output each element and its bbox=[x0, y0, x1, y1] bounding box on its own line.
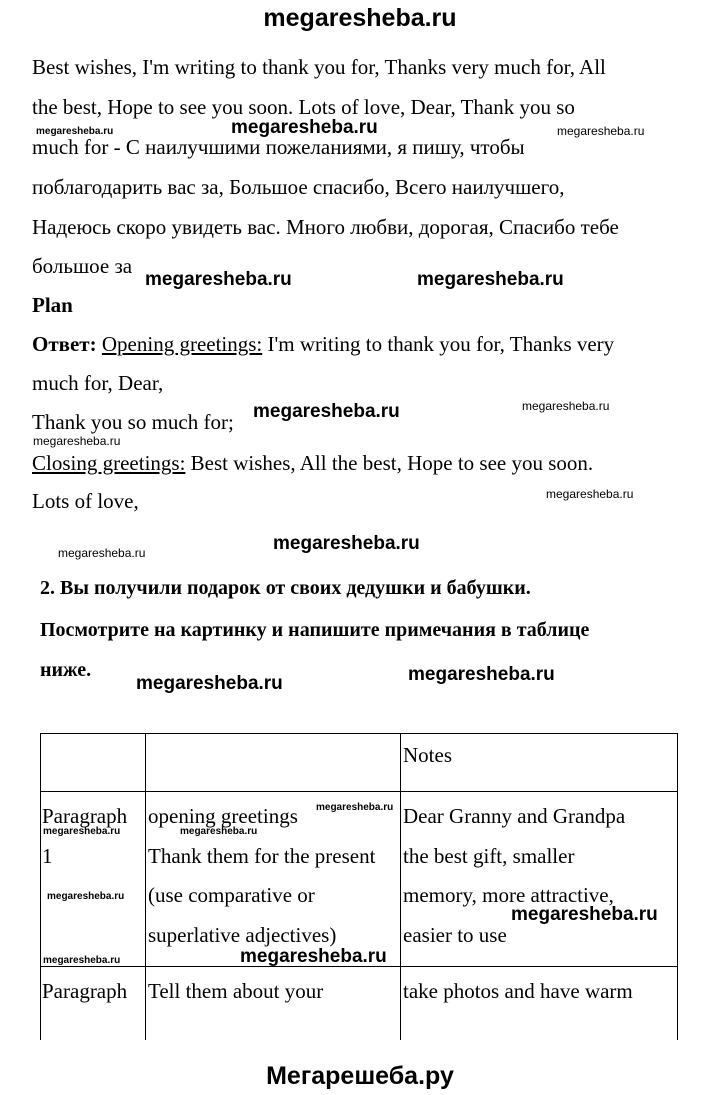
row1-col1-line1: Paragraph bbox=[42, 804, 128, 828]
answer-line-4: поблагодарить вас за, Большое спасибо, Всего наилучшего, bbox=[32, 175, 565, 199]
answer-line-5: Надеюсь скоро увидеть вас. Много любви, дорогая, Спасибо тебе bbox=[32, 215, 619, 239]
table-col-divider bbox=[145, 733, 146, 1040]
plan-heading: Plan bbox=[32, 293, 73, 317]
table-border-right bbox=[677, 733, 678, 1040]
row1-col3-line1: Dear Granny and Grandpa bbox=[403, 804, 626, 828]
closing-greetings-text: Best wishes, All the best, Hope to see you soon. bbox=[185, 451, 594, 475]
watermark: megaresheba.ru bbox=[145, 269, 292, 290]
watermark: megaresheba.ru bbox=[511, 904, 658, 925]
watermark: megaresheba.ru bbox=[33, 434, 121, 448]
table-header-notes: Notes bbox=[403, 743, 452, 767]
row1-col2-line3: (use comparative or bbox=[148, 883, 315, 907]
plan-opening-line bbox=[32, 334, 614, 355]
row2-col1-line1: Paragraph bbox=[42, 979, 128, 1003]
answer-line-6: большое за bbox=[32, 254, 133, 278]
watermark: megaresheba.ru bbox=[240, 946, 387, 967]
task2-line-2: Посмотрите на картинку и напишите примечания в таблице bbox=[40, 619, 590, 641]
table-border-top bbox=[40, 733, 678, 734]
watermark: megaresheba.ru bbox=[47, 891, 125, 902]
watermark: megaresheba.ru bbox=[417, 269, 564, 290]
watermark: megaresheba.ru bbox=[253, 401, 400, 422]
watermark: megaresheba.ru bbox=[43, 955, 121, 966]
table-col-divider bbox=[400, 733, 401, 1040]
row1-col1-line2: 1 bbox=[42, 844, 53, 868]
answer-line-1: Best wishes, I'm writing to thank you for, Thanks very much for, All bbox=[32, 55, 606, 79]
row1-col2-line4: superlative adjectives) bbox=[148, 923, 337, 947]
watermark: megaresheba.ru bbox=[43, 826, 121, 837]
watermark: megaresheba.ru bbox=[557, 124, 645, 138]
watermark: megaresheba.ru bbox=[231, 117, 378, 138]
table-border-left bbox=[40, 733, 41, 1040]
row1-col2-line1: opening greetings bbox=[148, 804, 298, 828]
answer-label: Ответ: bbox=[32, 332, 97, 356]
row1-col3-line3: memory, more attractive, bbox=[403, 883, 614, 907]
watermark: megaresheba.ru bbox=[136, 673, 283, 694]
site-footer: Мегарешеба.ру bbox=[266, 1062, 454, 1090]
row2-col3-line1: take photos and have warm bbox=[403, 979, 633, 1003]
watermark: megaresheba.ru bbox=[408, 664, 555, 685]
answer-line-3: much for - С наилучшими пожеланиями, я пишу, чтобы bbox=[32, 135, 525, 159]
opening-greetings-text: I'm writing to thank you for, Thanks very bbox=[262, 332, 615, 356]
watermark: megaresheba.ru bbox=[546, 487, 634, 501]
plan-opening-line-3: Thank you so much for; bbox=[32, 410, 234, 434]
row1-col2-line2: Thank them for the present bbox=[148, 844, 376, 868]
task2-line-1: 2. Вы получили подарок от своих дедушки и бабушки. bbox=[40, 577, 531, 599]
watermark: megaresheba.ru bbox=[58, 546, 146, 560]
site-header: megaresheba.ru bbox=[263, 4, 457, 32]
table-row-divider bbox=[40, 791, 678, 792]
row1-col3-line4: easier to use bbox=[403, 923, 507, 947]
plan-closing-line-2: Lots of love, bbox=[32, 489, 139, 513]
watermark: megaresheba.ru bbox=[316, 802, 394, 813]
task2-line-3: ниже. bbox=[40, 659, 92, 681]
row2-col2-line1: Tell them about your bbox=[148, 979, 324, 1003]
watermark: megaresheba.ru bbox=[180, 826, 258, 837]
opening-greetings-label: Opening greetings: bbox=[101, 332, 263, 356]
row1-col3-line2: the best gift, smaller bbox=[403, 844, 575, 868]
answer-line-2: the best, Hope to see you soon. Lots of love, Dear, Thank you so bbox=[32, 95, 575, 119]
plan-opening-line-2: much for, Dear, bbox=[32, 371, 164, 395]
closing-greetings-label: Closing greetings: bbox=[32, 451, 186, 475]
watermark: megaresheba.ru bbox=[36, 126, 114, 137]
watermark: megaresheba.ru bbox=[522, 399, 610, 413]
watermark: megaresheba.ru bbox=[273, 533, 420, 554]
plan-closing-line bbox=[32, 453, 593, 474]
